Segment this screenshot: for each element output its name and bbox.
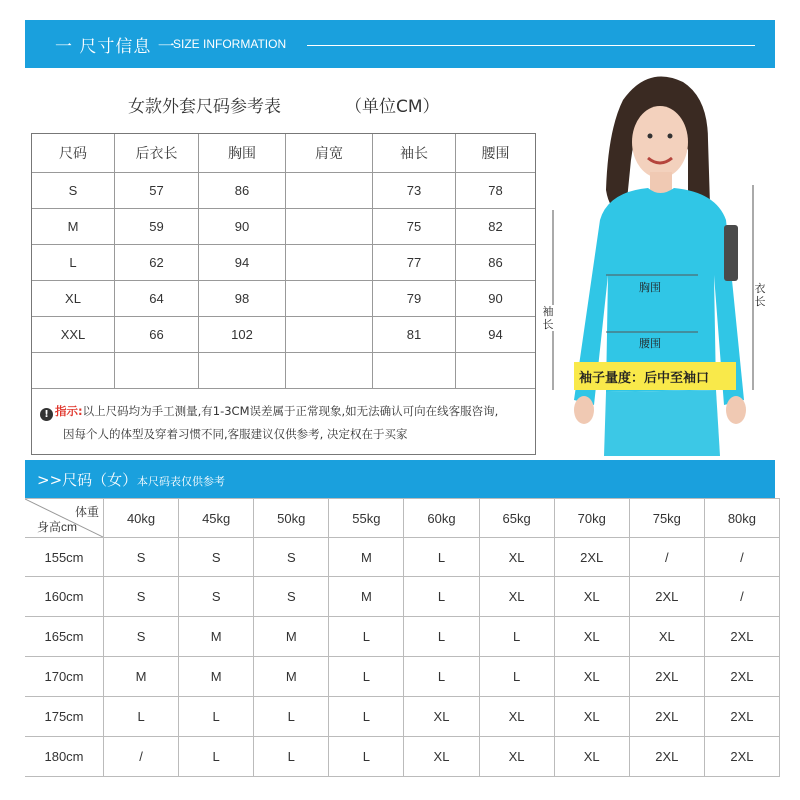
size-cell: 2XL — [629, 737, 704, 777]
size-cell: XL — [554, 617, 629, 657]
height-cell: 155cm — [25, 538, 104, 577]
table-row — [25, 617, 780, 657]
weight-header: 50kg — [254, 499, 329, 538]
sleeve-pocket — [724, 225, 738, 281]
size-note — [40, 400, 530, 446]
weight-header: 75kg — [629, 499, 704, 538]
size-chart-banner — [25, 460, 775, 498]
size-cell: 2XL — [629, 577, 704, 617]
table-cell — [456, 353, 536, 389]
table-row — [25, 737, 780, 777]
hand-left — [574, 396, 594, 424]
weight-header: 60kg — [404, 499, 479, 538]
chest-label: 胸围 — [639, 281, 661, 294]
table-row — [32, 173, 535, 209]
sleeve-measure-note: 袖子量度：后中至袖口 — [579, 371, 710, 386]
size-table-title: 女款外套尺码参考表 — [128, 97, 281, 117]
header-cell: 腰围 — [456, 134, 536, 173]
size-cell: L — [329, 617, 404, 657]
weight-header: 65kg — [479, 499, 554, 538]
size-cell: / — [104, 737, 179, 777]
size-cell: M — [329, 538, 404, 577]
size-cell: / — [704, 538, 779, 577]
size-cell: / — [629, 538, 704, 577]
banner-divider — [307, 45, 755, 46]
table-cell: 81 — [373, 317, 456, 353]
table-cell: XL — [32, 281, 115, 317]
banner2-title: >>尺码（女） — [37, 471, 138, 489]
size-table-grid — [32, 134, 535, 389]
waist-label: 腰围 — [639, 337, 661, 350]
size-cell: S — [254, 577, 329, 617]
table-cell: 79 — [373, 281, 456, 317]
size-cell: / — [704, 577, 779, 617]
table-cell: 64 — [115, 281, 199, 317]
table-row — [25, 697, 780, 737]
table-cell — [286, 245, 373, 281]
size-cell: 2XL — [629, 657, 704, 697]
table-row — [25, 577, 780, 617]
table-cell — [199, 353, 286, 389]
model-photo — [542, 70, 788, 456]
table-cell: 62 — [115, 245, 199, 281]
size-cell: XL — [479, 538, 554, 577]
size-cell: S — [104, 577, 179, 617]
size-cell: M — [329, 577, 404, 617]
size-cell: L — [329, 657, 404, 697]
header-cell: 后衣长 — [115, 134, 199, 173]
table-cell: L — [32, 245, 115, 281]
size-cell: XL — [554, 737, 629, 777]
table-cell: 57 — [115, 173, 199, 209]
size-cell: 2XL — [704, 657, 779, 697]
size-cell: 2XL — [704, 617, 779, 657]
face-shape — [632, 106, 688, 178]
table-cell: XXL — [32, 317, 115, 353]
table-cell: M — [32, 209, 115, 245]
table-cell: 86 — [456, 245, 536, 281]
size-cell: L — [404, 538, 479, 577]
table-row — [32, 245, 535, 281]
table-cell: 94 — [456, 317, 536, 353]
size-cell: L — [179, 737, 254, 777]
table-cell: 82 — [456, 209, 536, 245]
table-cell — [286, 281, 373, 317]
size-cell: L — [254, 697, 329, 737]
length-label: 衣长 — [754, 282, 766, 308]
size-cell: L — [179, 697, 254, 737]
height-cell: 180cm — [25, 737, 104, 777]
size-cell: L — [479, 657, 554, 697]
table-row — [25, 657, 780, 697]
table-cell — [32, 353, 115, 389]
size-cell: M — [179, 657, 254, 697]
size-cell: XL — [629, 617, 704, 657]
size-cell: S — [104, 617, 179, 657]
height-cell: 165cm — [25, 617, 104, 657]
size-cell: XL — [554, 657, 629, 697]
height-cell: 160cm — [25, 577, 104, 617]
table-cell: 86 — [199, 173, 286, 209]
eye-left — [648, 134, 653, 139]
size-cell: S — [179, 538, 254, 577]
table-cell — [286, 209, 373, 245]
table-cell: 59 — [115, 209, 199, 245]
size-cell: L — [254, 737, 329, 777]
size-cell: S — [104, 538, 179, 577]
size-cell: L — [404, 577, 479, 617]
banner-title-cn: 一 尺寸信息 一 — [55, 37, 176, 57]
size-cell: S — [179, 577, 254, 617]
pants-shape — [604, 390, 720, 456]
height-cell: 175cm — [25, 697, 104, 737]
header-cell: 胸围 — [199, 134, 286, 173]
table-row — [32, 209, 535, 245]
weight-header: 45kg — [179, 499, 254, 538]
table-row — [32, 353, 535, 389]
weight-height-table — [25, 498, 780, 777]
size-cell: XL — [554, 697, 629, 737]
table-cell — [373, 353, 456, 389]
hand-right — [726, 396, 746, 424]
table-cell: 66 — [115, 317, 199, 353]
size-cell: M — [104, 657, 179, 697]
table-row — [25, 538, 780, 577]
table-cell: 90 — [456, 281, 536, 317]
height-cell: 170cm — [25, 657, 104, 697]
header-cell: 肩宽 — [286, 134, 373, 173]
size-cell: XL — [404, 697, 479, 737]
table-cell: S — [32, 173, 115, 209]
size-cell: XL — [479, 737, 554, 777]
header-cell: 尺码 — [32, 134, 115, 173]
size-cell: M — [254, 657, 329, 697]
header-cell: 袖长 — [373, 134, 456, 173]
table-row — [32, 317, 535, 353]
size-table-header-row — [32, 134, 535, 173]
weight-height-grid — [25, 498, 780, 777]
corner-bottom-label: 身高cm — [37, 520, 77, 534]
weight-header: 80kg — [704, 499, 779, 538]
table-cell — [286, 173, 373, 209]
table-cell: 75 — [373, 209, 456, 245]
size-cell: 2XL — [704, 697, 779, 737]
size-cell: XL — [479, 697, 554, 737]
eye-right — [668, 134, 673, 139]
table-cell: 73 — [373, 173, 456, 209]
neck-shape — [650, 172, 672, 194]
table-cell: 90 — [199, 209, 286, 245]
size-table-unit: （单位CM） — [345, 97, 440, 117]
size-info-banner — [25, 20, 775, 68]
banner-title-en: SIZE INFORMATION — [173, 37, 287, 51]
size-cell: L — [404, 657, 479, 697]
weight-header: 40kg — [104, 499, 179, 538]
corner-top-label: 体重 — [74, 505, 99, 519]
corner-cell — [25, 499, 104, 538]
size-cell: L — [404, 617, 479, 657]
note-line-1: 以上尺码均为手工测量,有1-3CM误差属于正常现象,如无法确认可向在线客服咨询, — [82, 404, 499, 418]
table-cell: 98 — [199, 281, 286, 317]
size-cell: M — [179, 617, 254, 657]
weight-header-row — [25, 499, 780, 538]
table-cell: 102 — [199, 317, 286, 353]
table-cell — [286, 353, 373, 389]
weight-header: 70kg — [554, 499, 629, 538]
size-cell: L — [329, 697, 404, 737]
banner2-subtitle: 本尺码表仅供参考 — [137, 475, 225, 488]
size-cell: M — [254, 617, 329, 657]
table-cell — [115, 353, 199, 389]
size-cell: 2XL — [554, 538, 629, 577]
size-cell: S — [254, 538, 329, 577]
table-cell: 78 — [456, 173, 536, 209]
table-cell — [286, 317, 373, 353]
size-cell: 2XL — [704, 737, 779, 777]
table-cell: 77 — [373, 245, 456, 281]
size-cell: XL — [479, 577, 554, 617]
weight-header: 55kg — [329, 499, 404, 538]
size-cell: XL — [554, 577, 629, 617]
size-cell: L — [479, 617, 554, 657]
table-row — [32, 281, 535, 317]
size-cell: L — [329, 737, 404, 777]
size-cell: L — [104, 697, 179, 737]
sleeve-label: 袖长 — [542, 305, 554, 331]
size-table — [31, 133, 536, 455]
note-label: 指示: — [55, 404, 83, 418]
table-cell: 94 — [199, 245, 286, 281]
model-illustration — [548, 70, 788, 456]
note-line-2: 因每个人的体型及穿着习惯不同,客服建议仅供参考, 决定权在于买家 — [63, 427, 408, 441]
weight-height-body — [25, 538, 780, 777]
size-cell: 2XL — [629, 697, 704, 737]
info-icon: ! — [40, 408, 53, 421]
size-cell: XL — [404, 737, 479, 777]
